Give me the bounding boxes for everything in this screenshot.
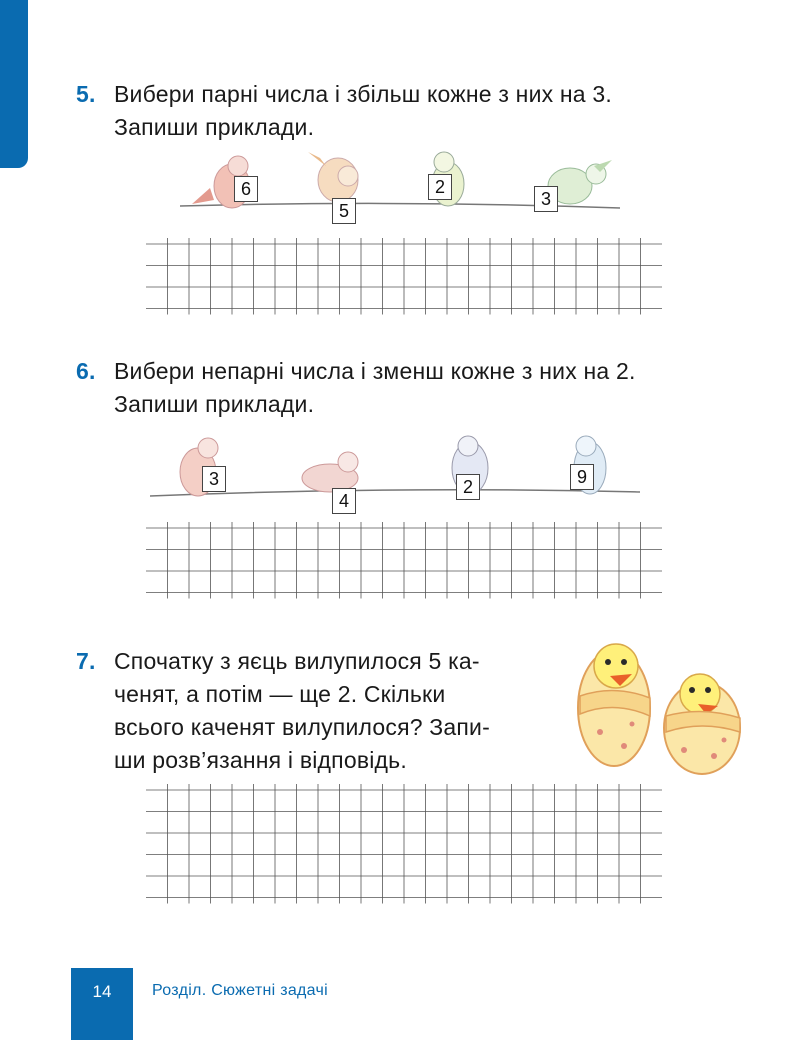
grid-lines (146, 238, 662, 315)
task-6-line-1: Вибери непарні числа і зменш кожне з них на 2. (114, 358, 636, 384)
task-5-line-2: Запиши приклади. (114, 114, 315, 140)
hatching-ducklings-illustration (574, 636, 744, 776)
task-6-number: 6. (76, 358, 96, 384)
task-7-line-3: всього каченят вилупилося? Запи- (114, 714, 490, 740)
page-number: 14 (92, 982, 112, 1001)
task-7-line-4: ши розв’язання і відповідь. (114, 747, 407, 773)
page-number-tab (71, 968, 133, 1040)
answer-grid-task-7[interactable] (146, 784, 662, 904)
number-card: 9 (570, 464, 594, 490)
birds-on-wire-task-6 (150, 428, 650, 518)
number-card: 3 (202, 466, 226, 492)
number-card: 2 (456, 474, 480, 500)
birds-illustration-5 (150, 148, 650, 238)
task-6-line-2: Запиши приклади. (114, 391, 315, 417)
task-5-line-1: Вибери парні числа і збільш кожне з них на 3. (114, 81, 612, 107)
grid-lines (146, 784, 662, 904)
number-card: 3 (534, 186, 558, 212)
task-5-number: 5. (76, 81, 96, 107)
grid-lines (146, 522, 662, 599)
birds-on-wire-task-5 (150, 148, 650, 238)
answer-grid-task-6[interactable] (146, 522, 662, 599)
section-title: Розділ. Сюжетні задачі (152, 982, 329, 999)
number-card: 2 (428, 174, 452, 200)
number-card: 5 (332, 198, 356, 224)
task-7-line-2: ченят, а потім — ще 2. Скільки (114, 681, 446, 707)
task-7-line-1: Спочатку з яєць вилупилося 5 ка- (114, 648, 480, 674)
chapter-side-tab (0, 0, 28, 168)
answer-grid-task-5[interactable] (146, 238, 662, 315)
task-7-number: 7. (76, 648, 96, 674)
number-card: 4 (332, 488, 356, 514)
number-card: 6 (234, 176, 258, 202)
